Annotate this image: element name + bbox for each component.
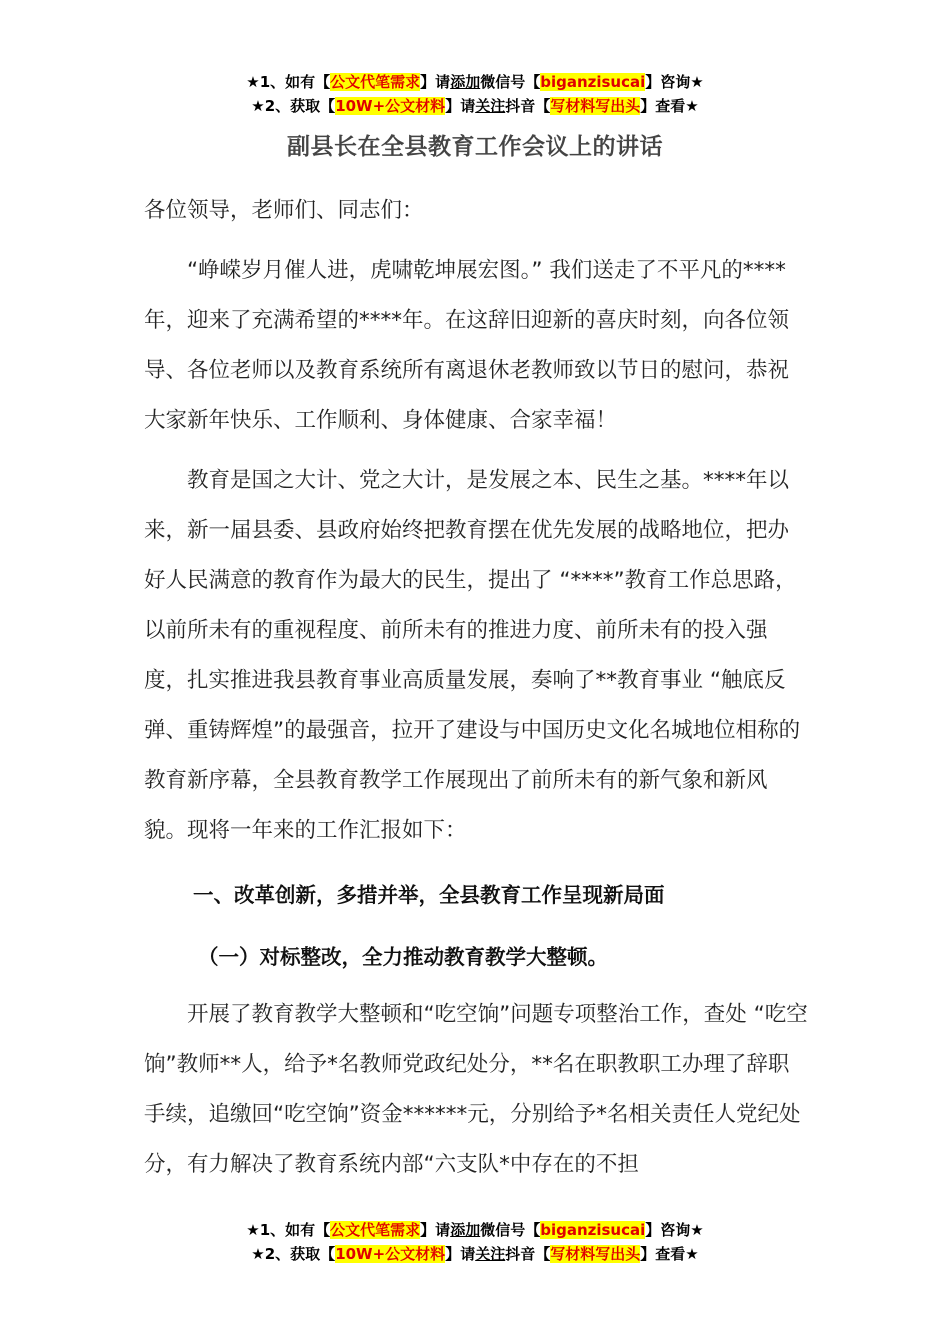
paragraph-2-block [144,456,810,856]
paragraph: “峥嵘岁月催人进，虎啸乾坤展宏图。” 我们送走了不平凡的****年，迎来了充满希望的****年。在这辞旧迎新的喜庆时刻，向各位领导、各位老师以及教育系统所有离退休老教师致以节日的慰问，恭祝大家新年快乐、工作顺利、身体健康、合家幸福！ [144,258,790,433]
paragraph: 开展了教育教学大整顿和“吃空饷”问题专项整治工作，查处 “吃空饷”教师**人，给予*名教师党政纪处分，**名在职教职工办理了辞职手续，追缴回“吃空饷”资金******元，分别给予*名相关责任人党纪处分，有力解决了教育系统内部“六支队*中存在的不担 [144,1002,808,1177]
paragraph: 教育是国之大计、党之大计，是发展之本、民生之基。****年以来，新一届县委、县政府始终把教育摆在优先发展的战略地位，把办好人民满意的教育作为最大的民生，提出了 “****”教育工作总思路，以前所未有的重视程度、前所未有的推进力度、前所未有的投入强度，扎实推进我县教育事业高质量发展，奏响了**教育事业 “触底反弹、重铸辉煌”的最强音，拉开了建设与中国历史文化名城地位相称的教育新序幕，全县教育教学工作展现出了前所未有的新气象和新风貌。现将一年来的工作汇报如下： [144,468,801,843]
banner-underlined: 添加 [450,73,481,91]
salutation: 各位领导，老师们、同志们： [144,198,424,223]
banner-highlight: 写材料写出头 [550,1245,641,1263]
banner-text: 】查看★ [640,1245,699,1263]
banner-highlight: 10W+公文材料 [335,1245,446,1263]
banner-text: ★1、如有【 [246,73,331,91]
banner-line-1 [0,1218,950,1242]
banner-text: ★2、获取【 [251,1245,336,1263]
banner-text: 】请 [445,1245,476,1263]
banner-text: 】请 [445,97,476,115]
banner-underlined: 关注 [475,97,506,115]
banner-highlight: biganzisucai [540,73,646,91]
banner-highlight: 公文代笔需求 [330,73,421,91]
banner-line-2 [0,1242,950,1266]
banner-highlight: 公文代笔需求 [330,1221,421,1239]
paragraph-3-block [144,990,810,1190]
banner-line-1 [0,70,950,94]
banner-highlight: 10W+公文材料 [335,97,446,115]
banner-highlight: biganzisucai [540,1221,646,1239]
document-title: 副县长在全县教育工作会议上的讲话 [287,134,663,160]
bottom-banner [0,1218,950,1266]
banner-text: 抖音【 [505,97,551,115]
banner-text: 】请 [420,73,451,91]
banner-text: 微信号【 [480,73,541,91]
banner-text: 抖音【 [505,1245,551,1263]
banner-text: 】咨询★ [645,1221,704,1239]
banner-underlined: 添加 [450,1221,481,1239]
banner-text: ★2、获取【 [251,97,336,115]
banner-text: 】咨询★ [645,73,704,91]
banner-line-2 [0,94,950,118]
banner-text: 微信号【 [480,1221,541,1239]
banner-text: 】请 [420,1221,451,1239]
top-banner [0,70,950,118]
paragraph-1-block [144,246,810,446]
banner-underlined: 关注 [475,1245,506,1263]
banner-text: ★1、如有【 [246,1221,331,1239]
banner-text: 】查看★ [640,97,699,115]
subsection-heading: （一）对标整改，全力推动教育教学大整顿。 [198,945,608,969]
banner-highlight: 写材料写出头 [550,97,641,115]
section-heading: 一、改革创新，多措并举，全县教育工作呈现新局面 [193,883,665,907]
